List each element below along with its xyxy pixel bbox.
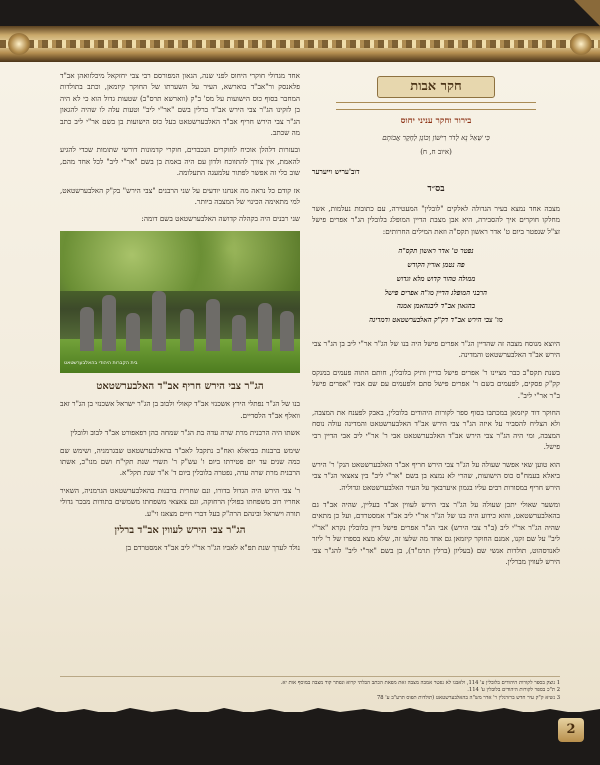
inscription-line: מו' צבי הירש אב"ד דק"ק האלבערשטאט ודמדינה xyxy=(369,316,503,325)
inscription-line: בהגאון אב"ד ליבגהאמן אמנה xyxy=(396,302,476,311)
inscription-line: נפטר ט' אדר ראשון תקס"ה xyxy=(398,247,474,256)
footnote: 3 נשיא ק"ק עיר חדש ברזרגלין ר' אדר מש"ה בהאלבערשטאט (תולדות תפוס תרע"ב ע' 78 xyxy=(376,694,560,701)
footnote: 2 ת"כ בספר לקורות היהודים בלובלין ע' 114. xyxy=(467,687,560,694)
page-corner-fold xyxy=(574,0,600,26)
footnote: 1 נוצק בספר לקורות היהודים בלובלין ע' 114, ולאבנו לא נפטר אמבה מצבה זאת מפאת הכתב הבלתי קרוא ונפתר קוד מצבה במוסף אות יא. xyxy=(280,680,560,686)
paragraph: נולד לערך שנת תפ"א לאביו הג"ר אר"י ליב אב"ד אמסטרדם בן xyxy=(125,543,300,553)
paragraph: היוצא מנוסח מצבה זה שהדיין הג"ר אפרים פישל היה בנו של הג"ר אר"י ליב בן הג"ר צבי הירש אב"ד האלבערשטאט והמדינה. xyxy=(312,339,560,360)
section-heading: הג"ר צבי הירש חריף אב"ד האלבערשטאט xyxy=(96,380,264,392)
gravestone xyxy=(258,303,272,351)
paragraph: בשנת תקס"ב כבר מציינו ר' אפרים פישל כדיין ותיק בלובלין, חותם התוה פעמים במנקס קק"ק פסקים, לפעמים בשם ר' אפרים פישל סתם ולפעמים עם שם אביו "אפרים פישל ב"ר אר"י ליב". xyxy=(312,367,560,400)
tombstone-inscription xyxy=(312,245,560,328)
paragraph: החוקר דוד קיזמאן במכתבו בסוף ספר לקורות היהודים בלובלין, באבק לפענח את המצבה, ולא הצליח להסביר על איזה הג"ר צבי הירש אב"ד האלבערשטאט והמדינה עולה נוסח המצבה, ומי היה הג"ר צבי הירש אב"ד האלבערשטאט אבי ר' אר"י ליב אבי הדיין רבי פישל. xyxy=(312,408,560,452)
paragraph: אז קודם כל נראה מה אנחנו יודעים על שני הרבנים "צבי הירש" בק"ק האלבערשטאט, למי מתאימה הכינוי של המצבה ביותר. xyxy=(60,185,300,207)
paragraph: הוא טוען שאי אפשר שעולה על הג"ר צבי הירש חריף אב"ד האלבערשטאט הנק' ר' הירש ביאלא בעמח"ס כוס הישועות, שהרי לא נמצא בן בשם "אר"י ליב" בין צאצאי הג"ר צבי הירש חריף במסורות רבים עליו בגמון איערבאך על העיר האלבערשטאט וגדוליה. xyxy=(312,459,560,492)
left-column xyxy=(60,70,300,560)
paragraph: אשתו היה הרבנית מרת שרה עדה בת הג"ר שמחה כהן רפאפורט אב"ד לבוב ולובלין xyxy=(70,428,300,438)
inscription-line: פה נטמן אורין הקודש xyxy=(407,261,465,270)
section-title: חקר אבות xyxy=(377,76,495,98)
photo-caption: בית הקברות היהודי בהאלבערשטאט xyxy=(64,361,138,367)
section-heading: הג"ר צבי הירש לעווין אב"ד ברלין xyxy=(114,524,246,536)
gravestone xyxy=(80,307,94,351)
paragraph: שני רבנים היה בקהלה קדושה האלבערשטאט בשם דומה: xyxy=(141,214,300,224)
gravestone xyxy=(206,299,220,351)
gravestone xyxy=(126,313,140,351)
right-column xyxy=(312,70,560,573)
ornamental-header-band xyxy=(0,26,600,62)
author-name: דוב'עריש וייערער xyxy=(312,167,360,177)
paragraph: מצבה אחד נמצא בעיר הגדולה לאלקים "לובלין" המעטירה, עם כתובות נעלמות, אשר מחלקו חוקרים איך להסבירה, היא אבן מצבת הדיין המופלג בלובלין הג"ר אפרים פישל זצ"ל שנפטר ביום ט' אדר ראשון תקס"ה וזאת המילים החרותים: xyxy=(312,204,560,236)
epigraph-source: (איוב ח, ח) xyxy=(420,147,452,156)
cemetery-photo xyxy=(60,231,300,373)
title-divider xyxy=(336,102,536,110)
gravestone xyxy=(232,315,246,351)
rosette-ornament xyxy=(8,33,30,55)
trees xyxy=(60,231,300,291)
paragraph: אחד מגדולי חוקרי היחוס לפני שנה, הגאון המפורסם רבי צבי יחזקאל מיכלזואהן אב"ד פלאנסק ור"אב"ד בוארשא, העיר על השערתו של החוקר קיזמאן, וכתב בתולדות המחבר בסוף כוס הישועות על מס' ב"ק (ווארשא תרס"ב) שטעות גדול הוא כי לא היה בן לזקינו הג"ר צבי הירש אב"ד ברלין בשם "אר"י ליב" וטעות עלה לו שהיה להגאון הג"ר צבי הירש חריף אב"ד האלבערשטאט בעל כוס הישועות בן בשם אר"י ליב כתב מה שכתב. xyxy=(60,71,300,138)
rosette-ornament xyxy=(570,33,592,55)
page-number: 2 xyxy=(558,718,584,742)
bottom-margin xyxy=(0,712,600,765)
paragraph: שימש ברבנות בביאלא ואח"כ נתקבל לאב"ד בהאלבערשטאט שבגרמניה, ושימש שם כמה שנים עד יום פטירתו ביום ו' עש"ק ר' תשרי שנת תקי"ח ושם מנו"כ, אשתו הרבנית מרת שרה עדה, נפטרה בלובלין ביום ד' א"ד שנת תקל"א. xyxy=(60,445,300,478)
rope-ornament xyxy=(0,40,600,48)
top-margin xyxy=(0,0,600,26)
gravestone xyxy=(102,295,116,351)
paragraph: ר' צבי הירש היה הגדול בדורו, ונם שחרית ברבנות בהאלבערשטאט הגרמניה, השאיר אחריו רוב משפחתו בפולין הרחוקה, וגם צאצאי משפחתו משמשים בתודות מבכר גדולי תורה וישראל ובינהם הרה"ק בעל דברי חיים מצאנז זי"ע. xyxy=(60,485,300,518)
gravestone xyxy=(280,311,294,351)
inscription-line: הרבני המופלג הדיין מו"ה אפרים פישל xyxy=(385,288,487,297)
paragraph: ומשער שאולי יתכן שעולה על הג"ר צבי הירש לעווין אב"ד בעליין, שהיה אב"ד גם בהאלבערשטאט, והוא כידוע היה בנו של הג"ר אר"י ליב אב"ד אמסטרדם, ועל כן מתאים שהיה הג"ר אר"י ליב (ב"ר צבי הירש) אבי הג"ר אפרים פישל דיין בלובלין נקרא "אר"י ליב" על שם זקנו, אמנם החוקר קיזמאן גם אחד מה שלעו זה, שלא מצא בספרו של ר' ליזר לאנדסהוט, תולדות אנשי שם (בעליון (ברלין תרמ"ד), בן בשם "אר"י ליב" להג"ר צבי הירש לעווין מברלין. xyxy=(312,499,560,566)
inscription-line: ממולה טהור קדוש מלא וגדוש xyxy=(396,274,476,283)
epigraph-quote: כִּי שְׁאַל נָא לְדֹר רִישׁוֹן וְכוֹנֵן לְחֵקֶר אֲבוֹתָם xyxy=(382,134,490,143)
footnotes xyxy=(60,676,560,702)
paragraph: ובעזרות דלהלן אוכיח לחוקרים הנכבדים, חוקרי קדמונות דורשי שתומות שכדי להגיע להאמת, אין צורך להתווכח ולדון עם היה באמת בן בשם "אר"י ליב" לכל אחד מהם, שוב כלי זה אפשר לפתור עלמעגה התעלומה. xyxy=(60,145,300,178)
gravestone xyxy=(180,309,194,351)
bsd-mark: בס״ד xyxy=(427,183,445,194)
paragraph: בנו של הג"ר נפתלי הירץ אשכנזי אב"ד קאולי ולבוב בן הג"ר ישראל אשכנזי בן הג"ר זאב וואלף אב"ד הלסדיים. xyxy=(59,399,300,420)
article-subtitle: בירור וחקר עניני יחוס xyxy=(400,116,472,126)
gravestone xyxy=(152,291,166,351)
